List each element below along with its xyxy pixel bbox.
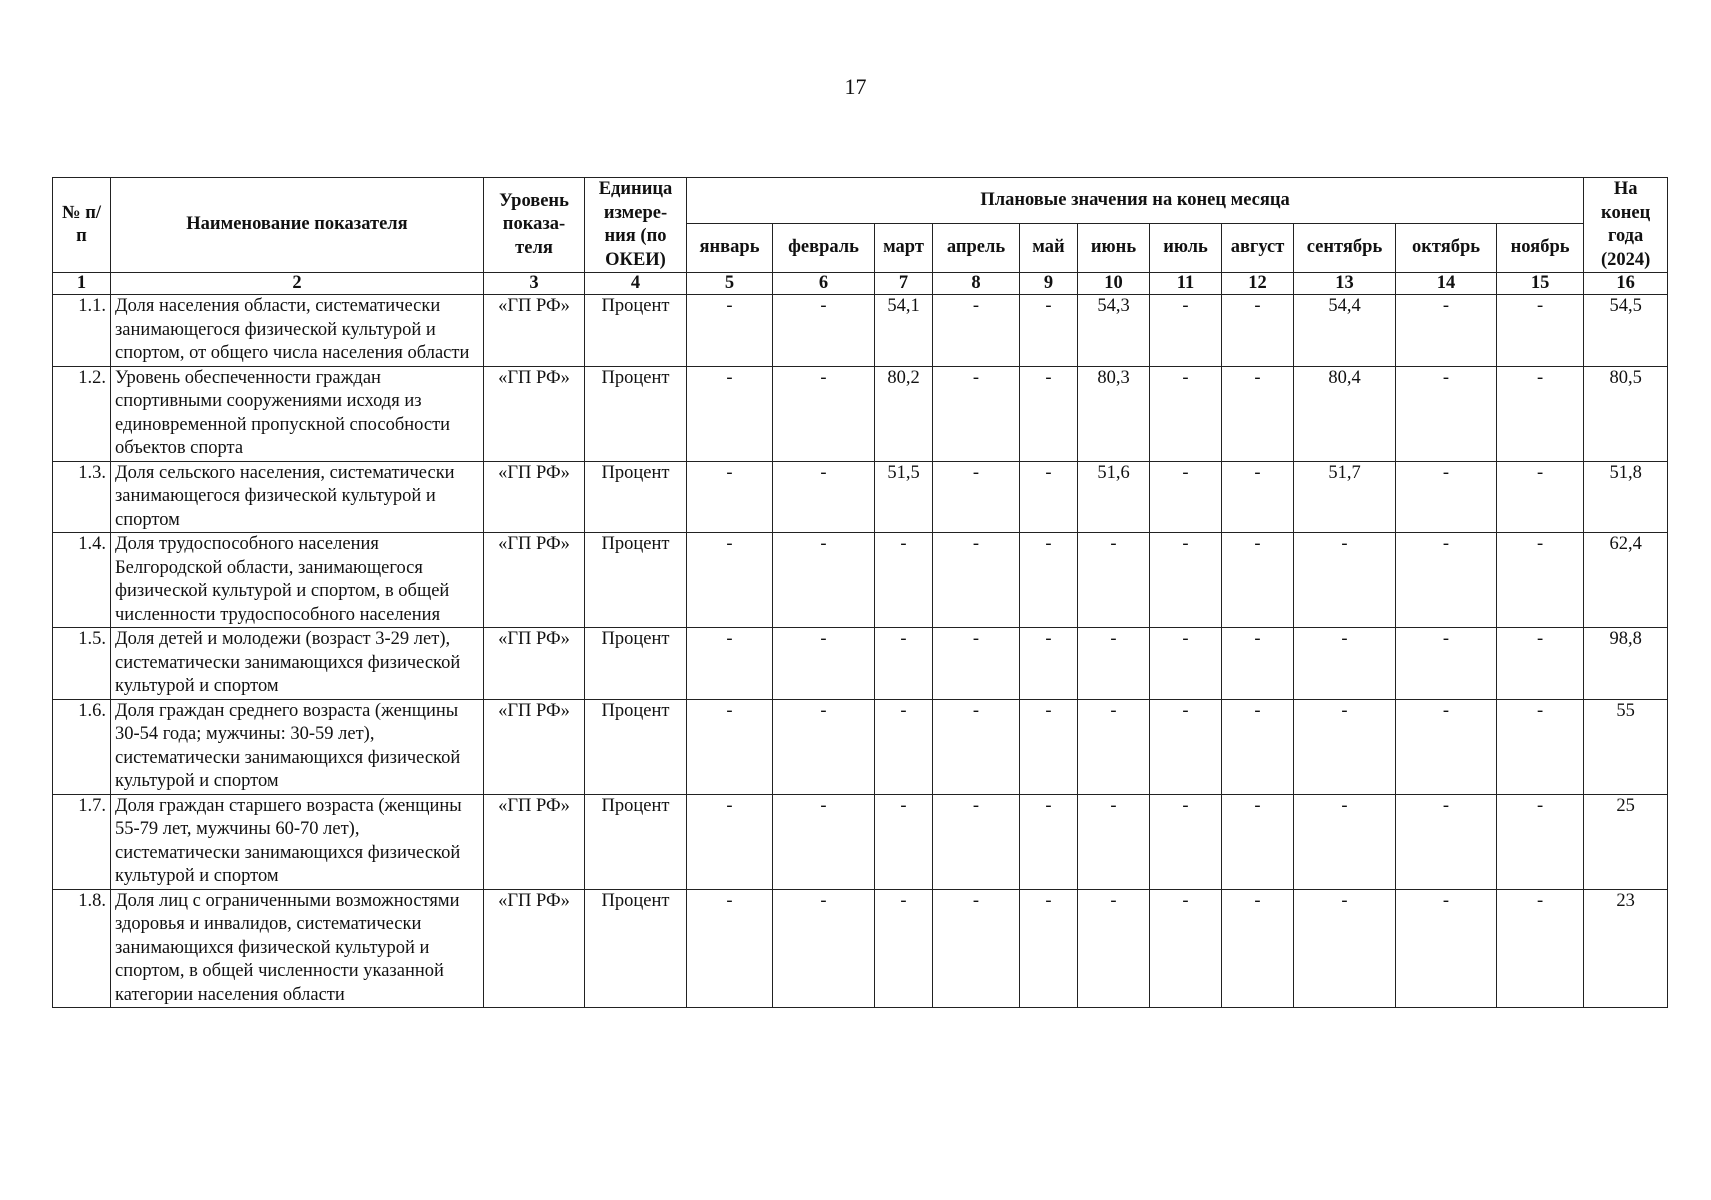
indicator-level: «ГП РФ» [484, 366, 585, 461]
month-value: - [1294, 794, 1396, 889]
month-value: - [687, 533, 773, 628]
column-number: 9 [1020, 273, 1078, 295]
month-value: - [1222, 628, 1294, 700]
indicator-name: Доля граждан старшего возраста (женщины 55-79 лет, мужчины 60-70 лет), систематически занимающихся физической культурой и спортом [111, 794, 484, 889]
month-value: - [1150, 889, 1222, 1008]
indicator-name: Доля трудоспособного населения Белгородской области, занимающегося физической культурой и спортом, в общей численности трудоспособного населения [111, 533, 484, 628]
indicator-unit: Процент [585, 295, 687, 367]
table-row [53, 533, 1668, 628]
row-number: 1.8. [53, 889, 111, 1008]
month-value: - [1497, 628, 1584, 700]
column-number: 1 [53, 273, 111, 295]
month-value: - [1222, 889, 1294, 1008]
indicator-name: Доля сельского населения, систематически занимающегося физической культурой и спортом [111, 461, 484, 533]
month-value: - [875, 794, 933, 889]
month-value: - [1150, 533, 1222, 628]
indicator-unit: Процент [585, 794, 687, 889]
month-value: 51,6 [1078, 461, 1150, 533]
month-header: июль [1150, 223, 1222, 272]
month-value: - [1020, 533, 1078, 628]
column-number: 7 [875, 273, 933, 295]
column-number: 12 [1222, 273, 1294, 295]
column-number: 3 [484, 273, 585, 295]
month-value: - [933, 366, 1020, 461]
month-value: - [773, 533, 875, 628]
month-value: - [773, 699, 875, 794]
month-value: - [1222, 366, 1294, 461]
month-value: - [933, 628, 1020, 700]
month-header: февраль [773, 223, 875, 272]
column-number: 2 [111, 273, 484, 295]
month-header: май [1020, 223, 1078, 272]
year-end-value: 25 [1584, 794, 1668, 889]
header-level: Уровень показа-теля [484, 178, 585, 273]
month-value: - [1020, 366, 1078, 461]
plan-table [52, 177, 1668, 1008]
indicator-unit: Процент [585, 699, 687, 794]
month-value: - [1222, 461, 1294, 533]
month-value: - [1150, 794, 1222, 889]
column-number: 13 [1294, 273, 1396, 295]
header-plan: Плановые значения на конец месяца [687, 178, 1584, 224]
month-value: - [1078, 533, 1150, 628]
month-value: - [687, 699, 773, 794]
indicator-level: «ГП РФ» [484, 889, 585, 1008]
header-unit: Единица измере-ния (по ОКЕИ) [585, 178, 687, 273]
year-end-value: 54,5 [1584, 295, 1668, 367]
indicator-name: Доля лиц с ограниченными возможностями здоровья и инвалидов, систематически занимающихся физической культурой и спортом, в общей численности указанной категории населения области [111, 889, 484, 1008]
column-number: 11 [1150, 273, 1222, 295]
month-value: - [1078, 628, 1150, 700]
indicator-unit: Процент [585, 366, 687, 461]
month-value: - [1020, 794, 1078, 889]
month-value: - [1150, 295, 1222, 367]
month-value: - [1020, 461, 1078, 533]
header-end: На конец года (2024) [1584, 178, 1668, 273]
column-number: 15 [1497, 273, 1584, 295]
month-value: - [1396, 461, 1497, 533]
table-body [53, 295, 1668, 1008]
month-value: - [1020, 295, 1078, 367]
month-value: - [1222, 295, 1294, 367]
column-number: 10 [1078, 273, 1150, 295]
month-value: - [1150, 628, 1222, 700]
indicator-level: «ГП РФ» [484, 533, 585, 628]
month-value: - [1396, 533, 1497, 628]
month-header: ноябрь [1497, 223, 1584, 272]
month-value: - [1497, 461, 1584, 533]
month-value: - [687, 461, 773, 533]
column-numbers-row [53, 273, 1668, 295]
month-value: - [1222, 699, 1294, 794]
column-number: 5 [687, 273, 773, 295]
month-value: - [687, 366, 773, 461]
indicator-name: Доля граждан среднего возраста (женщины 30-54 года; мужчины: 30-59 лет), систематически занимающихся физической культурой и спортом [111, 699, 484, 794]
month-value: 80,4 [1294, 366, 1396, 461]
month-value: - [1497, 794, 1584, 889]
month-value: - [1020, 699, 1078, 794]
row-number: 1.4. [53, 533, 111, 628]
month-header: январь [687, 223, 773, 272]
month-value: - [687, 794, 773, 889]
month-value: 80,3 [1078, 366, 1150, 461]
table-row [53, 295, 1668, 367]
month-value: - [1294, 628, 1396, 700]
month-value: - [1497, 889, 1584, 1008]
month-value: - [875, 699, 933, 794]
indicator-level: «ГП РФ» [484, 794, 585, 889]
month-value: - [1078, 794, 1150, 889]
column-number: 6 [773, 273, 875, 295]
table-row [53, 628, 1668, 700]
table-row [53, 461, 1668, 533]
indicator-unit: Процент [585, 889, 687, 1008]
month-header: апрель [933, 223, 1020, 272]
indicator-level: «ГП РФ» [484, 461, 585, 533]
month-value: - [1222, 533, 1294, 628]
indicator-name: Уровень обеспеченности граждан спортивными сооружениями исходя из единовременной пропускной способности объектов спорта [111, 366, 484, 461]
indicator-unit: Процент [585, 533, 687, 628]
year-end-value: 62,4 [1584, 533, 1668, 628]
month-header: сентябрь [1294, 223, 1396, 272]
month-value: - [687, 628, 773, 700]
month-value: - [933, 461, 1020, 533]
month-header: март [875, 223, 933, 272]
month-value: - [1078, 699, 1150, 794]
row-number: 1.2. [53, 366, 111, 461]
indicator-unit: Процент [585, 461, 687, 533]
month-value: - [1020, 628, 1078, 700]
table-row [53, 699, 1668, 794]
month-value: - [773, 461, 875, 533]
month-value: - [1020, 889, 1078, 1008]
month-value: 54,1 [875, 295, 933, 367]
page-number: 17 [844, 74, 867, 99]
table-row [53, 366, 1668, 461]
month-header: август [1222, 223, 1294, 272]
month-value: 80,2 [875, 366, 933, 461]
month-value: - [1294, 889, 1396, 1008]
month-value: - [933, 699, 1020, 794]
month-value: - [1294, 699, 1396, 794]
month-value: - [687, 295, 773, 367]
month-value: 54,3 [1078, 295, 1150, 367]
month-value: - [1150, 366, 1222, 461]
month-value: 51,5 [875, 461, 933, 533]
month-value: - [1497, 699, 1584, 794]
row-number: 1.3. [53, 461, 111, 533]
month-value: - [1150, 461, 1222, 533]
month-value: - [1396, 366, 1497, 461]
month-value: - [773, 295, 875, 367]
month-value: 54,4 [1294, 295, 1396, 367]
month-header: октябрь [1396, 223, 1497, 272]
column-number: 8 [933, 273, 1020, 295]
month-value: - [1396, 699, 1497, 794]
year-end-value: 98,8 [1584, 628, 1668, 700]
column-number: 4 [585, 273, 687, 295]
month-value: - [933, 794, 1020, 889]
month-header: июнь [1078, 223, 1150, 272]
header-name: Наименование показателя [111, 178, 484, 273]
month-value: - [1396, 889, 1497, 1008]
month-value: - [773, 889, 875, 1008]
month-value: - [875, 628, 933, 700]
row-number: 1.5. [53, 628, 111, 700]
month-value: - [933, 889, 1020, 1008]
year-end-value: 23 [1584, 889, 1668, 1008]
indicator-unit: Процент [585, 628, 687, 700]
column-number: 14 [1396, 273, 1497, 295]
month-value: - [1396, 628, 1497, 700]
month-value: - [1150, 699, 1222, 794]
month-value: 51,7 [1294, 461, 1396, 533]
month-value: - [1497, 295, 1584, 367]
month-value: - [875, 533, 933, 628]
month-value: - [933, 295, 1020, 367]
month-value: - [1294, 533, 1396, 628]
month-value: - [933, 533, 1020, 628]
month-value: - [1078, 889, 1150, 1008]
row-number: 1.1. [53, 295, 111, 367]
month-value: - [773, 628, 875, 700]
month-value: - [1396, 794, 1497, 889]
indicator-name: Доля детей и молодежи (возраст 3-29 лет), систематически занимающихся физической культурой и спортом [111, 628, 484, 700]
row-number: 1.7. [53, 794, 111, 889]
month-value: - [1497, 366, 1584, 461]
table-row [53, 889, 1668, 1008]
indicator-level: «ГП РФ» [484, 295, 585, 367]
column-number: 16 [1584, 273, 1668, 295]
month-value: - [875, 889, 933, 1008]
month-value: - [1222, 794, 1294, 889]
table-row [53, 794, 1668, 889]
year-end-value: 55 [1584, 699, 1668, 794]
indicator-name: Доля населения области, систематически занимающегося физической культурой и спортом, от общего числа населения области [111, 295, 484, 367]
year-end-value: 80,5 [1584, 366, 1668, 461]
month-value: - [773, 794, 875, 889]
month-value: - [1497, 533, 1584, 628]
month-value: - [773, 366, 875, 461]
header-num: № п/п [53, 178, 111, 273]
month-value: - [1396, 295, 1497, 367]
indicator-level: «ГП РФ» [484, 628, 585, 700]
row-number: 1.6. [53, 699, 111, 794]
year-end-value: 51,8 [1584, 461, 1668, 533]
indicator-level: «ГП РФ» [484, 699, 585, 794]
month-value: - [687, 889, 773, 1008]
